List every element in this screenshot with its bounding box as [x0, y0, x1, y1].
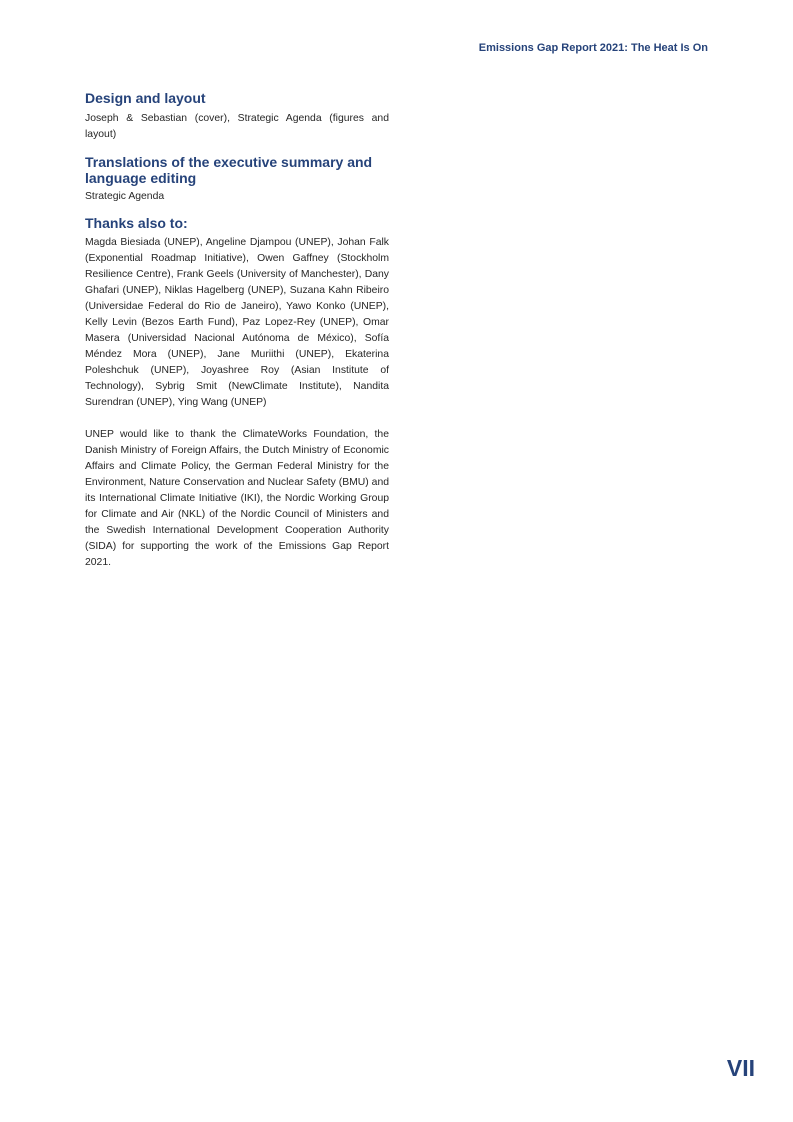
page-number: VII	[726, 1055, 755, 1081]
thanks-names-paragraph: Magda Biesiada (UNEP), Angeline Djampou (UNEP), Johan Falk (Exponential Roadmap Initiative), Owen Gaffney (Stockholm Resilience Centre), Frank Geels (University of Manchester), Dany Ghafari (UNEP), Niklas Hagelberg (UNEP), Suzana Kahn Ribeiro (Universidae Federal do Rio de Janeiro), Yawo Konko (UNEP), Kelly Levin (Bezos Earth Fund), Paz Lopez-Rey (UNEP), Omar Masera (Universidad Nacional Autónoma de México), Sofía Méndez Mora (UNEP), Jane Muriithi (UNEP), Ekaterina Poleshchuk (UNEP), Joyashree Roy (Asian Institute of Technology), Sybrig Smit (NewClimate Institute), Nandita Surendran (UNEP), Ying Wang (UNEP)	[85, 237, 389, 408]
thanks-heading: Thanks also to:	[85, 215, 188, 231]
translations-body: Strategic Agenda	[85, 191, 165, 202]
design-section	[85, 90, 389, 143]
acknowledgements-column	[85, 89, 389, 571]
thanks-section	[85, 215, 389, 571]
running-header-title: Emissions Gap Report 2021: The Heat Is On	[478, 42, 708, 54]
translations-heading: Translations of the executive summary and language editing	[85, 154, 373, 186]
translations-section	[85, 154, 389, 205]
design-body: Joseph & Sebastian (cover), Strategic Agenda (figures and layout)	[85, 113, 389, 140]
unep-acknowledgement-paragraph: UNEP would like to thank the ClimateWorks Foundation, the Danish Ministry of Foreign Affairs, the Dutch Ministry of Economic Affairs and Climate Policy, the German Federal Ministry for the Environment, Nature Conservation and Nuclear Safety (BMU) and its International Climate Initiative (IKI), the Nordic Working Group for Climate and Air (NKL) of the Nordic Council of Ministers and the Swedish International Development Cooperation Authority (SIDA) for supporting the work of the Emissions Gap Report 2021.	[85, 429, 389, 568]
design-heading: Design and layout	[85, 90, 206, 106]
